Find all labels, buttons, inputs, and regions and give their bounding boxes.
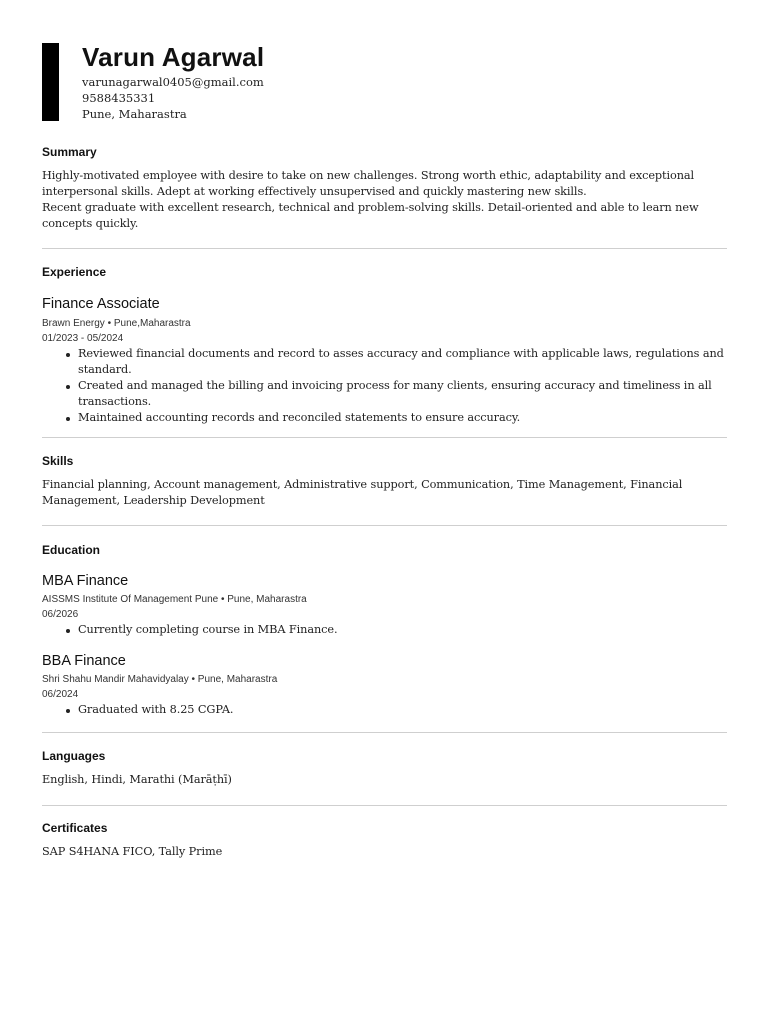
education-bullet: Graduated with 8.25 CGPA.	[78, 702, 727, 718]
job-bullet: Reviewed financial documents and record to asses accuracy and compliance with applicable laws, regulations and standard.	[78, 346, 727, 378]
contact-phone: 9588435331	[82, 91, 156, 105]
summary-line: interpersonal skills. Adept at working effectively unsupervised and quickly mastering new skills.	[42, 185, 587, 198]
job-dates: 01/2023 - 05/2024	[42, 333, 124, 344]
school-line: AISSMS Institute Of Management Pune • Pune, Maharastra	[42, 594, 307, 605]
summary-line: concepts quickly.	[42, 217, 139, 230]
divider	[42, 437, 727, 438]
divider	[42, 805, 727, 806]
divider	[42, 732, 727, 733]
education-date: 06/2024	[42, 689, 79, 700]
candidate-name: Varun Agarwal	[82, 42, 265, 72]
resume-page	[42, 0, 727, 858]
education-section	[42, 542, 727, 718]
job-bullet: Created and managed the billing and invoicing process for many clients, ensuring accuracy and timeliness in all transactions.	[78, 378, 727, 410]
degree-title: BBA Finance	[42, 653, 126, 669]
certificates-text: SAP S4HANA FICO, Tally Prime	[42, 845, 223, 858]
section-title-education: Education	[42, 543, 101, 557]
header-text	[82, 43, 264, 122]
experience-section	[42, 264, 727, 426]
section-title-certificates: Certificates	[42, 821, 108, 835]
education-bullet: Currently completing course in MBA Finance.	[78, 622, 727, 638]
skills-line: Management, Leadership Development	[42, 494, 265, 507]
summary-line: Recent graduate with excellent research, technical and problem-solving skills. Detail-oriented and able to learn new	[42, 201, 699, 214]
skills-line: Financial planning, Account management, Administrative support, Communication, Time Management, Financial	[42, 478, 683, 491]
languages-section	[42, 748, 727, 788]
divider	[42, 248, 727, 249]
job-bullet: Maintained accounting records and reconciled statements to ensure accuracy.	[78, 410, 727, 426]
education-bullets	[42, 702, 727, 718]
section-title-summary: Summary	[42, 145, 97, 159]
contact-email: varunagarwal0405@gmail.com	[82, 75, 264, 89]
divider	[42, 525, 727, 526]
certificates-section	[42, 820, 727, 860]
resume-header	[42, 43, 727, 121]
languages-text: English, Hindi, Marathi (Marāṭhī)	[42, 773, 232, 786]
summary-line: Highly-motivated employee with desire to take on new challenges. Strong worth ethic, adaptability and exceptional	[42, 169, 695, 182]
section-title-experience: Experience	[42, 265, 107, 279]
job-title: Finance Associate	[42, 296, 160, 312]
job-bullets	[42, 346, 727, 426]
degree-title: MBA Finance	[42, 573, 129, 589]
education-date: 06/2026	[42, 609, 79, 620]
school-line: Shri Shahu Mandir Mahavidyalay • Pune, Maharastra	[42, 674, 278, 685]
section-title-skills: Skills	[42, 454, 74, 468]
contact-location: Pune, Maharastra	[82, 107, 187, 121]
summary-section	[42, 144, 727, 232]
education-bullets	[42, 622, 727, 638]
header-accent-bar	[42, 43, 59, 121]
section-title-languages: Languages	[42, 749, 106, 763]
skills-section	[42, 453, 727, 509]
job-company: Brawn Energy • Pune,Maharastra	[42, 318, 191, 329]
